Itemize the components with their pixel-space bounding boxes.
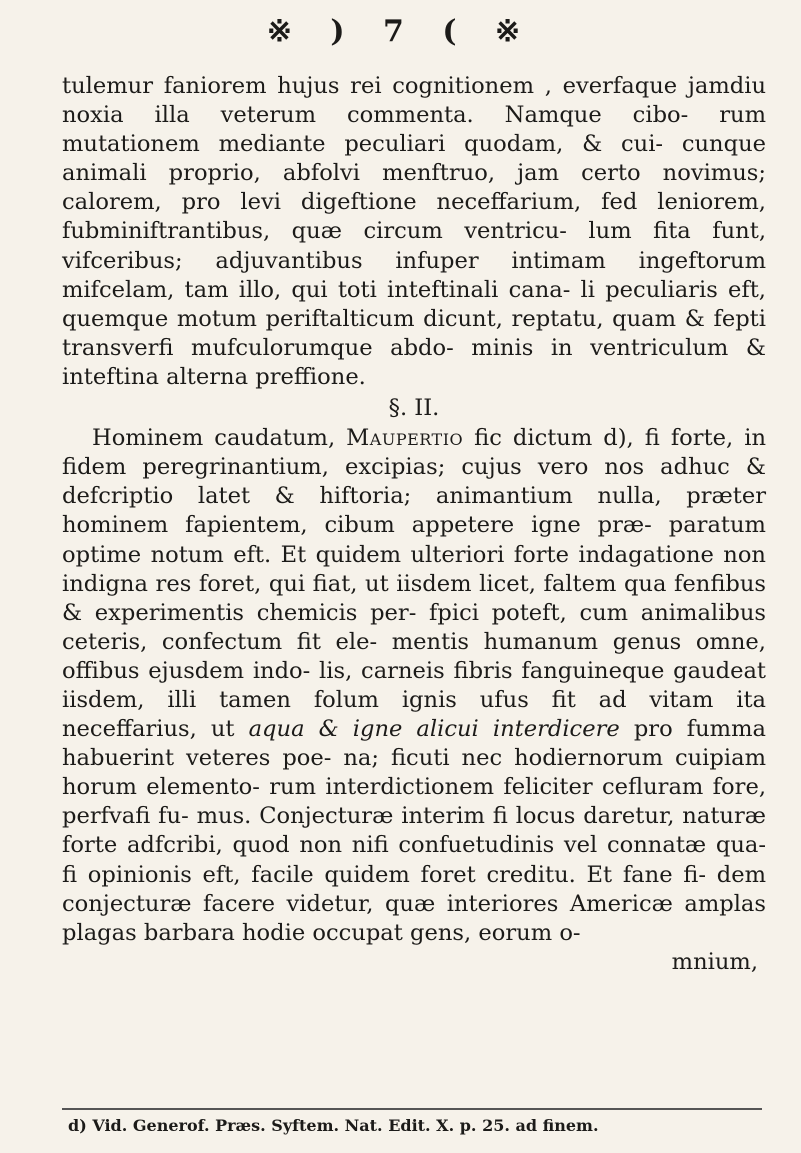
body-text — [62, 72, 766, 977]
footnote: d) Vid. Generof. Præs. Syftem. Nat. Edit. X. p. 25. ad finem. — [68, 1116, 599, 1135]
paragraph-2-intro: Hominem caudatum, — [92, 425, 347, 452]
footnote-rule — [62, 1108, 762, 1110]
paragraph-2-end: pro fumma habuerint veteres poe- na; ficuti nec hodiernorum cuipiam horum elemento- rum interdictionem feliciter cefluram fore, perfvafi fu- mus. Conjecturæ interim fi locus daretur, naturæ forte adfcribi, quod non nifi confuetudinis vel connatæ qua- fi opinionis eft, facile quidem foret creditu. Et fane fi- dem conjecturæ facere videtur, quæ interiores Americæ amplas plagas barbara hodie occupat gens, eorum o- — [62, 716, 766, 946]
page-header-ornament: ※ ) 7 ( ※ — [266, 14, 535, 49]
paragraph-2 — [62, 424, 766, 948]
author-name: Maupertio — [346, 425, 464, 452]
italic-phrase: aqua & igne alicui interdicere — [248, 716, 620, 743]
catchword: mnium, — [671, 948, 758, 975]
section-heading: §. II. — [388, 395, 440, 422]
paragraph-2-body: fic dictum d), fi forte, in fidem peregrinantium, excipias; cujus vero nos adhuc & defcriptio latet & hiftoria; animantium nulla, præter hominem fapientem, cibum appetere igne præ- paratum optime notum eft. Et quidem ulteriori forte indagatione non indigna res foret, qui fiat, ut iisdem licet, faltem qua fenfibus & experimentis chemicis per- fpici poteft, cum animalibus ceteris, confectum fit ele- mentis humanum genus omne, offibus ejusdem indo- lis, carneis fibris fanguineque gaudeat iisdem, illi tamen folum ignis ufus fit ad vitam ita neceffarius, ut — [62, 425, 766, 743]
paragraph-1: tulemur faniorem hujus rei cognitionem , everfaque jamdiu noxia illa veterum commenta. Namque cibo- rum mutationem mediante peculiari quodam, & cui- cunque animali proprio, abfolvi menftruo, jam certo novimus; calorem, pro levi digeftione neceffarium, fed leniorem, fubminiftrantibus, quæ circum ventricu- lum fita funt, vifceribus; adjuvantibus infuper intimam ingeftorum mifcelam, tam illo, qui toti inteftinali cana- li peculiaris eft, quemque motum periftalticum dicunt, reptatu, quam & fepti transverfi mufculorumque abdo- minis in ventriculum & inteftina alterna preffione. — [62, 73, 766, 390]
